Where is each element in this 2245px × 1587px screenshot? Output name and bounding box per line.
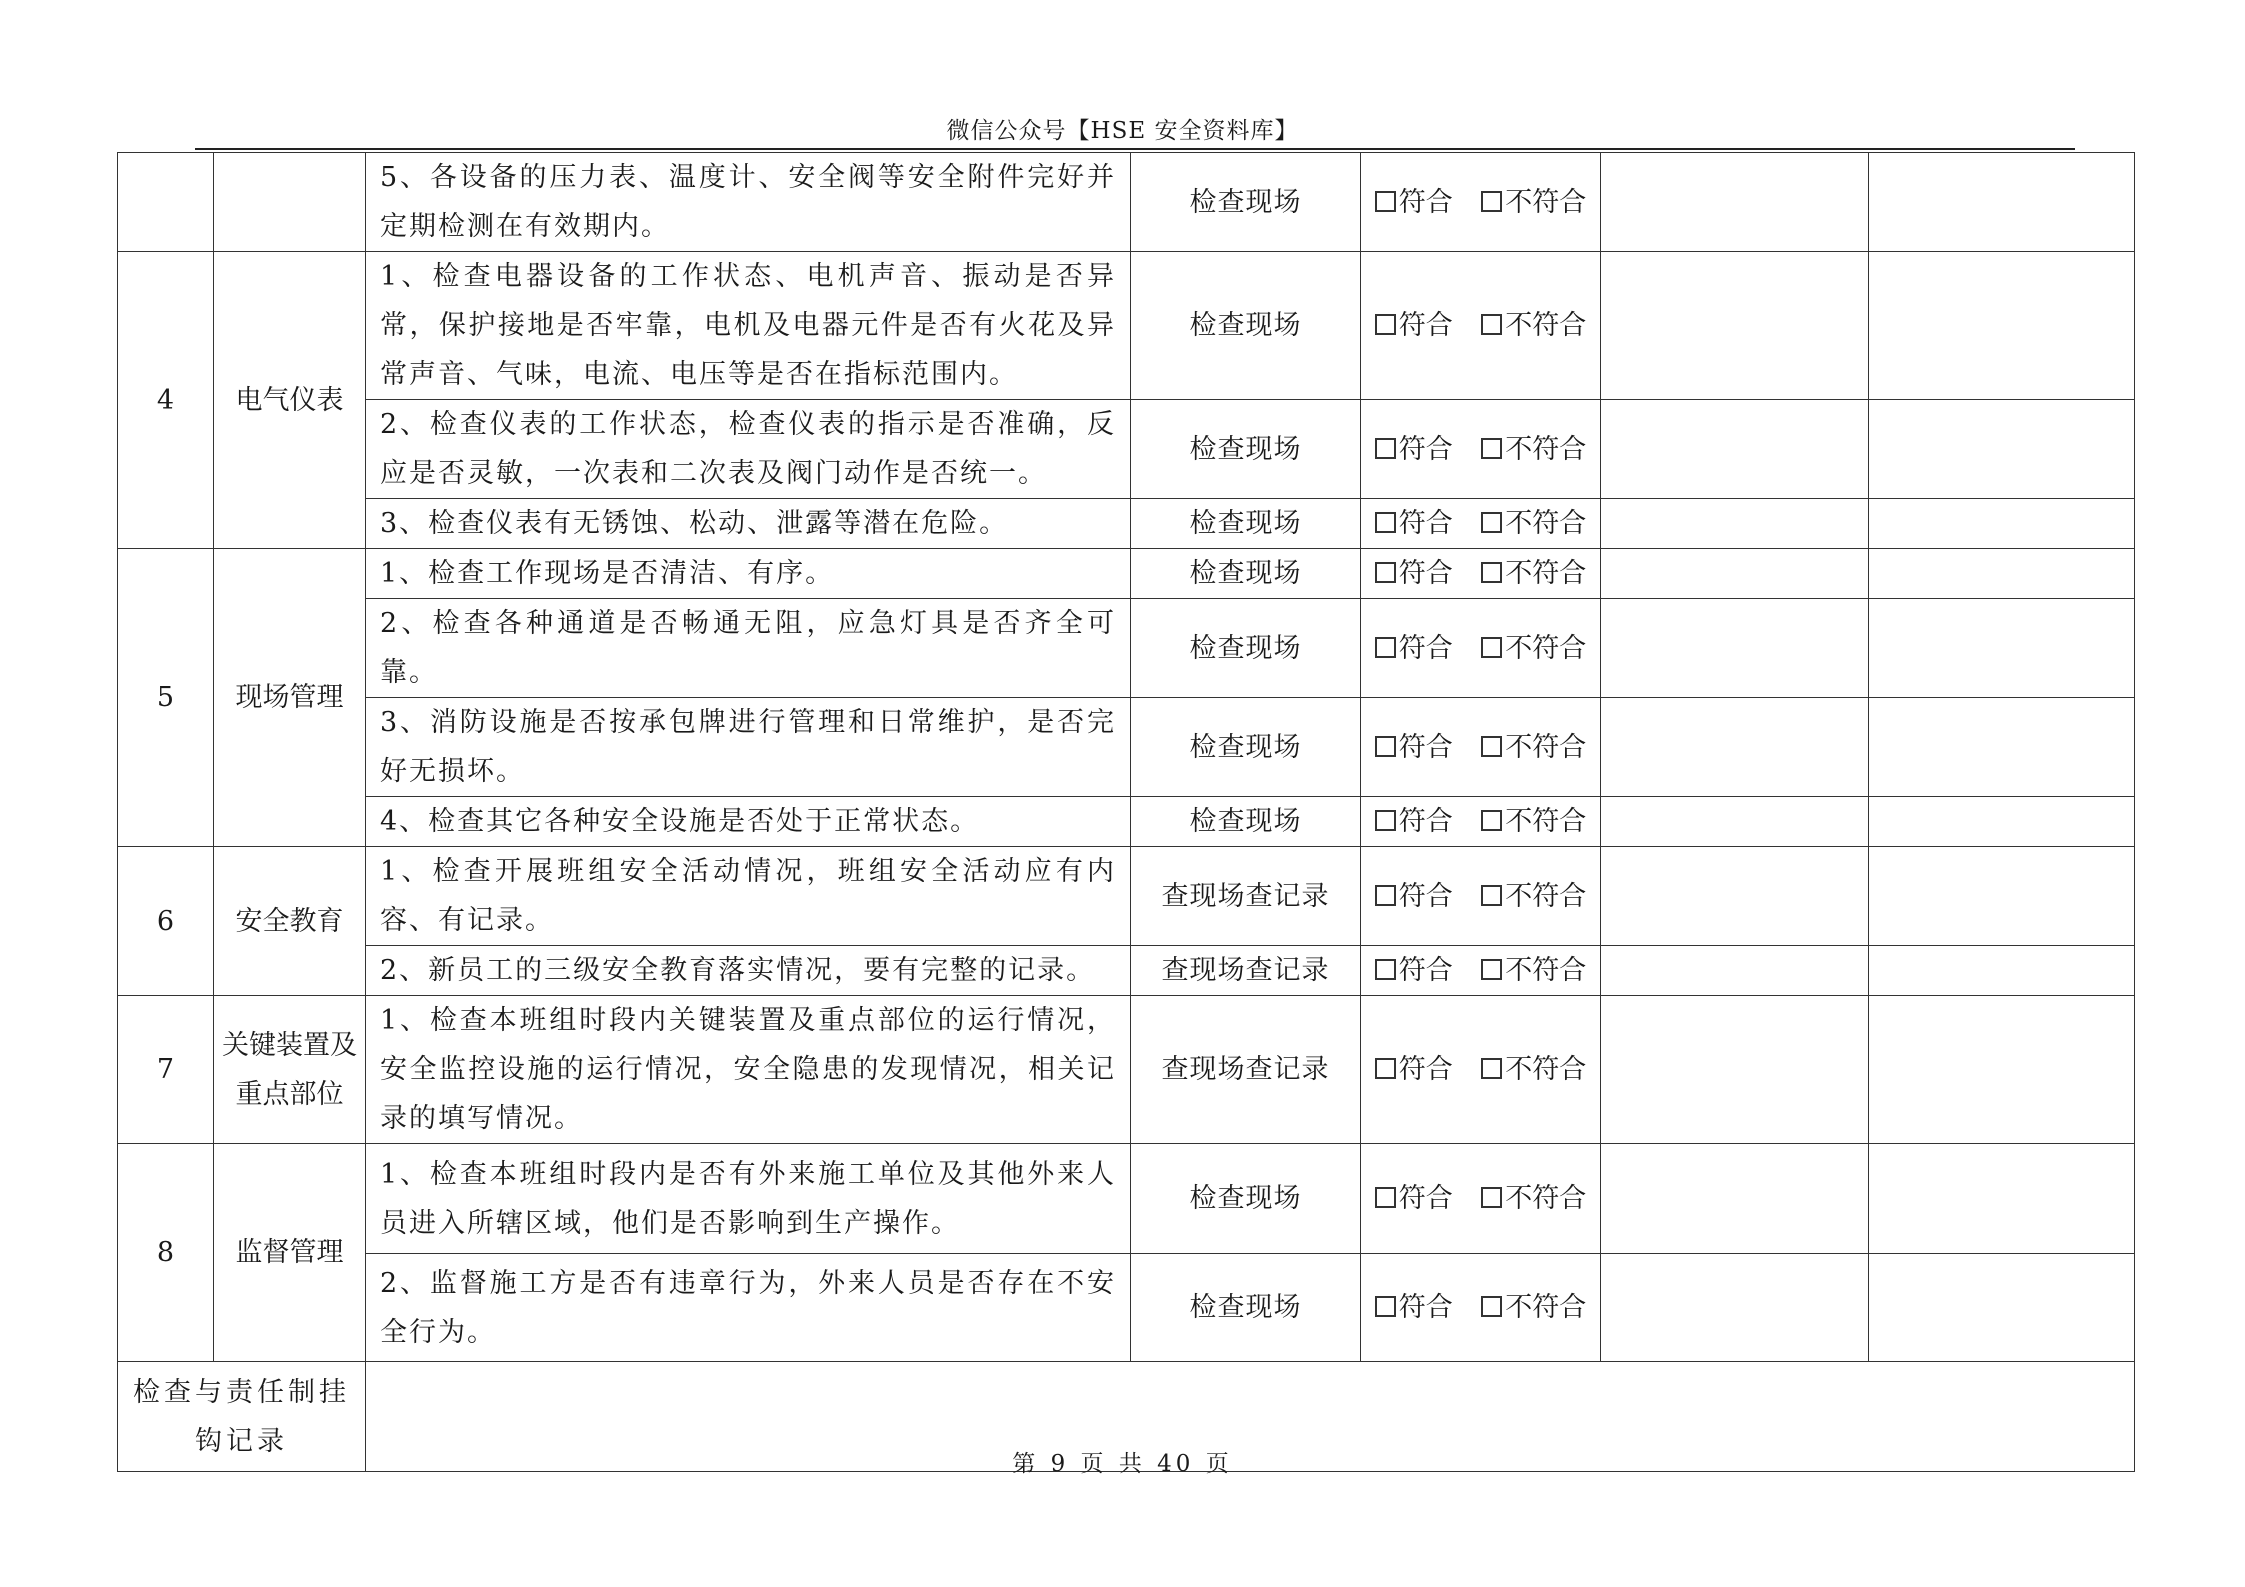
option-compliant[interactable]: 符合 <box>1375 624 1453 673</box>
check-method: 检查现场 <box>1131 698 1361 797</box>
check-method: 检查现场 <box>1131 252 1361 400</box>
blank-cell[interactable] <box>1601 996 1869 1144</box>
option-compliant[interactable]: 符合 <box>1375 797 1453 846</box>
option-noncompliant[interactable]: 不符合 <box>1481 624 1586 673</box>
option-noncompliant[interactable]: 不符合 <box>1481 301 1586 350</box>
option-compliant[interactable]: 符合 <box>1375 301 1453 350</box>
blank-cell[interactable] <box>1601 153 1869 252</box>
blank-cell[interactable] <box>1869 549 2135 599</box>
check-method: 检查现场 <box>1131 499 1361 549</box>
checkbox-icon <box>1481 1296 1502 1317</box>
table-row <box>118 400 2135 499</box>
check-method: 查现场查记录 <box>1131 847 1361 946</box>
item-content: 2、检查仪表的工作状态，检查仪表的指示是否准确，反应是否灵敏，一次表和二次表及阀门动作是否统一。 <box>366 400 1131 499</box>
item-content: 1、检查开展班组安全活动情况，班组安全活动应有内容、有记录。 <box>366 847 1131 946</box>
table-row <box>118 599 2135 698</box>
compliance-options <box>1361 499 1601 549</box>
checkbox-icon <box>1375 810 1396 831</box>
table-row <box>118 549 2135 599</box>
item-content: 4、检查其它各种安全设施是否处于正常状态。 <box>366 797 1131 847</box>
compliance-options <box>1361 698 1601 797</box>
blank-cell[interactable] <box>1869 847 2135 946</box>
blank-cell[interactable] <box>1601 946 1869 996</box>
item-category: 关键装置及重点部位 <box>214 996 366 1144</box>
blank-cell[interactable] <box>1869 400 2135 499</box>
option-compliant[interactable]: 符合 <box>1375 549 1453 598</box>
blank-cell[interactable] <box>1601 499 1869 549</box>
checkbox-icon <box>1375 637 1396 658</box>
checkbox-icon <box>1375 512 1396 533</box>
checkbox-icon <box>1375 885 1396 906</box>
compliance-options <box>1361 1144 1601 1254</box>
checkbox-icon <box>1481 1187 1502 1208</box>
compliance-options <box>1361 549 1601 599</box>
option-compliant[interactable]: 符合 <box>1375 425 1453 474</box>
checkbox-icon <box>1375 1296 1396 1317</box>
option-noncompliant[interactable]: 不符合 <box>1481 1045 1586 1094</box>
option-noncompliant[interactable]: 不符合 <box>1481 723 1586 772</box>
compliance-options <box>1361 153 1601 252</box>
item-category: 现场管理 <box>214 549 366 847</box>
item-content: 2、检查各种通道是否畅通无阻，应急灯具是否齐全可靠。 <box>366 599 1131 698</box>
item-content: 2、新员工的三级安全教育落实情况，要有完整的记录。 <box>366 946 1131 996</box>
blank-cell[interactable] <box>1869 1144 2135 1254</box>
table-row <box>118 946 2135 996</box>
table-row <box>118 698 2135 797</box>
blank-cell[interactable] <box>1869 996 2135 1144</box>
item-number: 8 <box>118 1144 214 1362</box>
item-category: 电气仪表 <box>214 252 366 549</box>
checkbox-icon <box>1481 637 1502 658</box>
option-noncompliant[interactable]: 不符合 <box>1481 178 1586 227</box>
table-row <box>118 1254 2135 1362</box>
option-noncompliant[interactable]: 不符合 <box>1481 872 1586 921</box>
checkbox-icon <box>1481 314 1502 335</box>
item-content: 1、检查电器设备的工作状态、电机声音、振动是否异常，保护接地是否牢靠，电机及电器元件是否有火花及异常声音、气味，电流、电压等是否在指标范围内。 <box>366 252 1131 400</box>
blank-cell[interactable] <box>1601 847 1869 946</box>
item-category <box>214 153 366 252</box>
checkbox-icon <box>1375 562 1396 583</box>
option-compliant[interactable]: 符合 <box>1375 1174 1453 1223</box>
item-content: 5、各设备的压力表、温度计、安全阀等安全附件完好并定期检测在有效期内。 <box>366 153 1131 252</box>
checkbox-icon <box>1375 959 1396 980</box>
item-content: 2、监督施工方是否有违章行为，外来人员是否存在不安全行为。 <box>366 1254 1131 1362</box>
option-noncompliant[interactable]: 不符合 <box>1481 1283 1586 1332</box>
item-content: 1、检查工作现场是否清洁、有序。 <box>366 549 1131 599</box>
blank-cell[interactable] <box>1601 252 1869 400</box>
option-noncompliant[interactable]: 不符合 <box>1481 425 1586 474</box>
check-method: 查现场查记录 <box>1131 946 1361 996</box>
item-category: 安全教育 <box>214 847 366 996</box>
checkbox-icon <box>1481 959 1502 980</box>
item-number: 7 <box>118 996 214 1144</box>
blank-cell[interactable] <box>1869 252 2135 400</box>
item-number: 6 <box>118 847 214 996</box>
compliance-options <box>1361 252 1601 400</box>
option-compliant[interactable]: 符合 <box>1375 499 1453 548</box>
checkbox-icon <box>1481 438 1502 459</box>
option-noncompliant[interactable]: 不符合 <box>1481 946 1586 995</box>
item-number: 4 <box>118 252 214 549</box>
blank-cell[interactable] <box>1869 153 2135 252</box>
option-noncompliant[interactable]: 不符合 <box>1481 549 1586 598</box>
table-row <box>118 1144 2135 1254</box>
check-method: 检查现场 <box>1131 153 1361 252</box>
compliance-options <box>1361 797 1601 847</box>
table-row <box>118 153 2135 252</box>
item-category: 监督管理 <box>214 1144 366 1362</box>
option-noncompliant[interactable]: 不符合 <box>1481 499 1586 548</box>
blank-cell[interactable] <box>1601 400 1869 499</box>
blank-cell[interactable] <box>1601 1144 1869 1254</box>
checkbox-icon <box>1375 1187 1396 1208</box>
page-header: 微信公众号【HSE 安全资料库】 <box>946 118 1299 144</box>
blank-cell[interactable] <box>1869 797 2135 847</box>
checkbox-icon <box>1481 736 1502 757</box>
checkbox-icon <box>1481 885 1502 906</box>
item-content: 3、消防设施是否按承包牌进行管理和日常维护，是否完好无损坏。 <box>366 698 1131 797</box>
blank-cell[interactable] <box>1601 797 1869 847</box>
page-number: 第 9 页 共 40 页 <box>1012 1451 1233 1477</box>
blank-cell[interactable] <box>1869 1254 2135 1362</box>
inspection-table <box>117 152 2135 1472</box>
blank-cell[interactable] <box>1601 599 1869 698</box>
check-method: 检查现场 <box>1131 549 1361 599</box>
check-method: 检查现场 <box>1131 1144 1361 1254</box>
compliance-options <box>1361 400 1601 499</box>
check-method: 检查现场 <box>1131 400 1361 499</box>
blank-cell[interactable] <box>1869 499 2135 549</box>
check-method: 检查现场 <box>1131 1254 1361 1362</box>
checkbox-icon <box>1375 736 1396 757</box>
checkbox-icon <box>1481 1058 1502 1079</box>
checkbox-icon <box>1481 512 1502 533</box>
record-label: 检查与责任制挂钩记录 <box>118 1362 366 1472</box>
compliance-options <box>1361 946 1601 996</box>
option-compliant[interactable]: 符合 <box>1375 872 1453 921</box>
checkbox-icon <box>1375 191 1396 212</box>
checkbox-icon <box>1375 438 1396 459</box>
compliance-options <box>1361 1254 1601 1362</box>
table-row <box>118 797 2135 847</box>
option-compliant[interactable]: 符合 <box>1375 1045 1453 1094</box>
compliance-options <box>1361 996 1601 1144</box>
blank-cell[interactable] <box>1601 698 1869 797</box>
check-method: 检查现场 <box>1131 797 1361 847</box>
option-compliant[interactable]: 符合 <box>1375 178 1453 227</box>
option-compliant[interactable]: 符合 <box>1375 1283 1453 1332</box>
option-noncompliant[interactable]: 不符合 <box>1481 797 1586 846</box>
item-number: 5 <box>118 549 214 847</box>
checkbox-icon <box>1375 314 1396 335</box>
table-row <box>118 847 2135 946</box>
checkbox-icon <box>1481 562 1502 583</box>
option-compliant[interactable]: 符合 <box>1375 723 1453 772</box>
checkbox-icon <box>1481 810 1502 831</box>
item-content: 3、检查仪表有无锈蚀、松动、泄露等潜在危险。 <box>366 499 1131 549</box>
checkbox-icon <box>1481 191 1502 212</box>
option-compliant[interactable]: 符合 <box>1375 946 1453 995</box>
table-row <box>118 499 2135 549</box>
blank-cell[interactable] <box>1869 599 2135 698</box>
table-row <box>118 252 2135 400</box>
blank-cell[interactable] <box>1869 946 2135 996</box>
compliance-options <box>1361 599 1601 698</box>
checkbox-icon <box>1375 1058 1396 1079</box>
header-rule <box>195 148 2075 150</box>
item-content: 1、检查本班组时段内关键装置及重点部位的运行情况，安全监控设施的运行情况，安全隐患的发现情况，相关记录的填写情况。 <box>366 996 1131 1144</box>
option-noncompliant[interactable]: 不符合 <box>1481 1174 1586 1223</box>
blank-cell[interactable] <box>1869 698 2135 797</box>
compliance-options <box>1361 847 1601 946</box>
table-row <box>118 996 2135 1144</box>
check-method: 查现场查记录 <box>1131 996 1361 1144</box>
item-content: 1、检查本班组时段内是否有外来施工单位及其他外来人员进入所辖区域，他们是否影响到生产操作。 <box>366 1144 1131 1254</box>
check-method: 检查现场 <box>1131 599 1361 698</box>
item-number <box>118 153 214 252</box>
blank-cell[interactable] <box>1601 549 1869 599</box>
blank-cell[interactable] <box>1601 1254 1869 1362</box>
